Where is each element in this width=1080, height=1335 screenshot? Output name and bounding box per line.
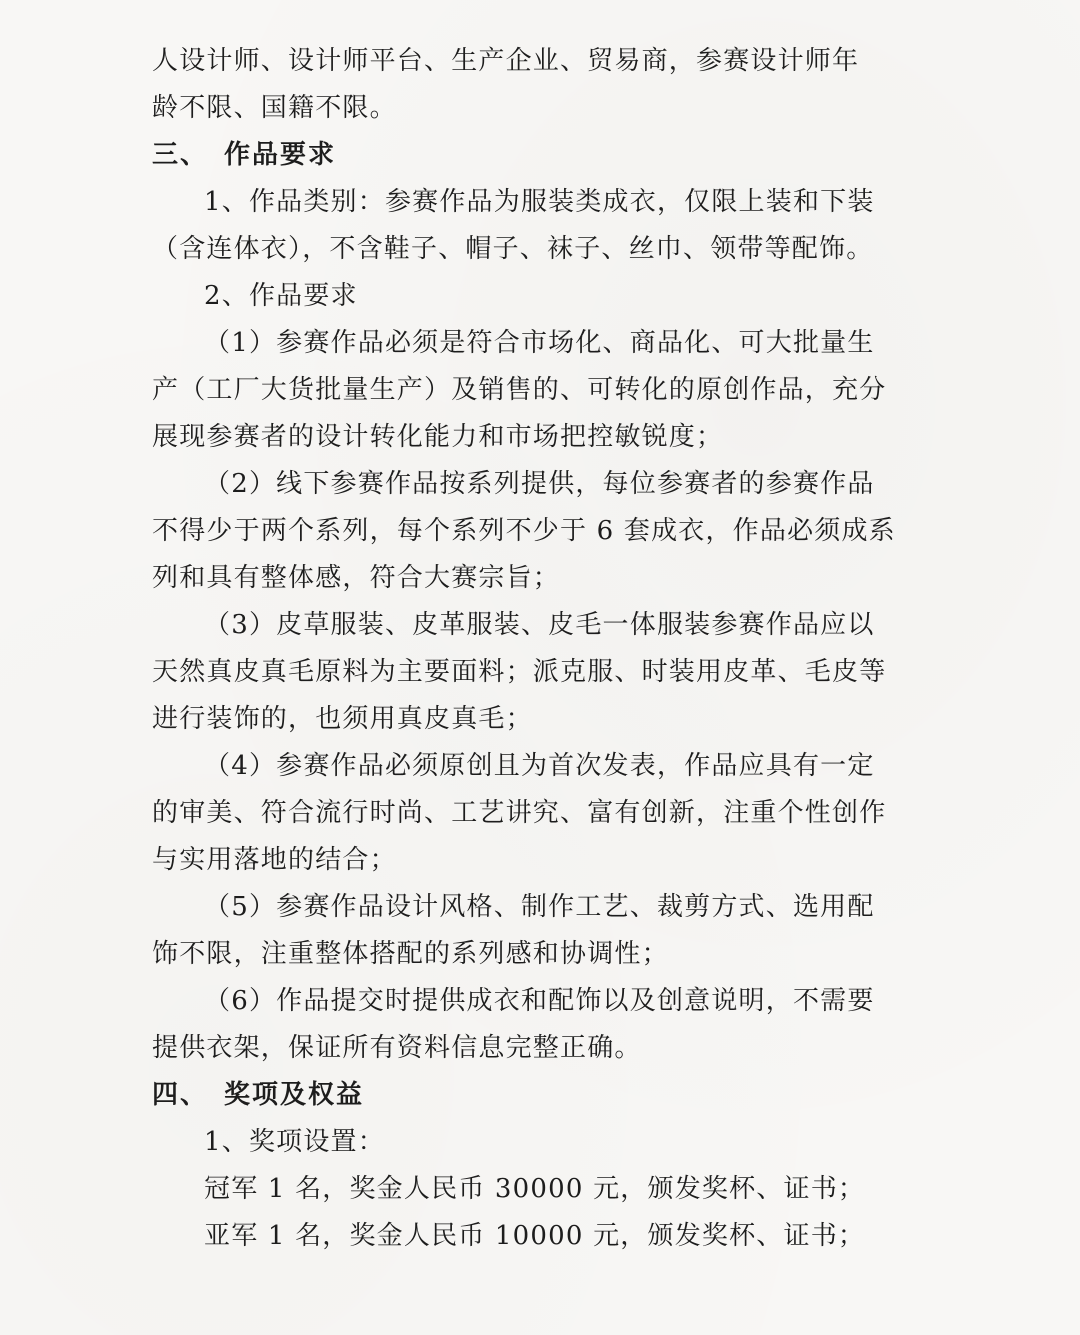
section-title: 奖项及权益 <box>224 1080 365 1110</box>
section-heading-3 <box>152 132 874 179</box>
body-line: 天然真皮真毛原料为主要面料；派克服、时装用皮革、毛皮等 <box>152 657 887 687</box>
body-line: 1、作品类别：参赛作品为服装类成衣，仅限上装和下装 <box>204 187 875 217</box>
section-heading-4 <box>152 1072 874 1119</box>
body-line: 饰不限，注重整体搭配的系列感和协调性； <box>152 939 669 969</box>
section-number: 四、 <box>152 1080 209 1110</box>
body-line: 亚军 1 名，奖金人民币 10000 元，颁发奖杯、证书； <box>204 1221 866 1251</box>
body-line: （2）线下参赛作品按系列提供，每位参赛者的参赛作品 <box>204 469 875 499</box>
body-line: （4）参赛作品必须原创且为首次发表，作品应具有一定 <box>204 751 875 781</box>
body-line: 提供衣架，保证所有资料信息完整正确。 <box>152 1033 642 1063</box>
body-line: 列和具有整体感，符合大赛宗旨； <box>152 563 561 593</box>
body-line: 2、作品要求 <box>204 281 358 311</box>
section-title: 作品要求 <box>224 140 337 170</box>
document-body <box>152 38 896 1260</box>
body-line: 产（工厂大货批量生产）及销售的、可转化的原创作品，充分 <box>152 375 887 405</box>
body-line: 冠军 1 名，奖金人民币 30000 元，颁发奖杯、证书； <box>204 1174 866 1204</box>
body-line: 的审美、符合流行时尚、工艺讲究、富有创新，注重个性创作 <box>152 798 887 828</box>
body-line: 展现参赛者的设计转化能力和市场把控敏锐度； <box>152 422 724 452</box>
body-line: 人设计师、设计师平台、生产企业、贸易商，参赛设计师年 <box>152 46 860 76</box>
body-line: 与实用落地的结合； <box>152 845 397 875</box>
body-line: （3）皮草服装、皮革服装、皮毛一体服装参赛作品应以 <box>204 610 875 640</box>
body-line: 龄不限、国籍不限。 <box>152 93 397 123</box>
body-line: （1）参赛作品必须是符合市场化、商品化、可大批量生 <box>204 328 875 358</box>
body-line: 不得少于两个系列，每个系列不少于 6 套成衣，作品必须成系 <box>152 516 896 546</box>
body-line: （6）作品提交时提供成衣和配饰以及创意说明，不需要 <box>204 986 875 1016</box>
body-line: 进行装饰的，也须用真皮真毛； <box>152 704 533 734</box>
section-number: 三、 <box>152 140 209 170</box>
body-line: （5）参赛作品设计风格、制作工艺、裁剪方式、选用配 <box>204 892 875 922</box>
body-line: 1、奖项设置： <box>204 1127 385 1157</box>
body-line: （含连体衣），不含鞋子、帽子、袜子、丝巾、领带等配饰。 <box>152 234 874 264</box>
